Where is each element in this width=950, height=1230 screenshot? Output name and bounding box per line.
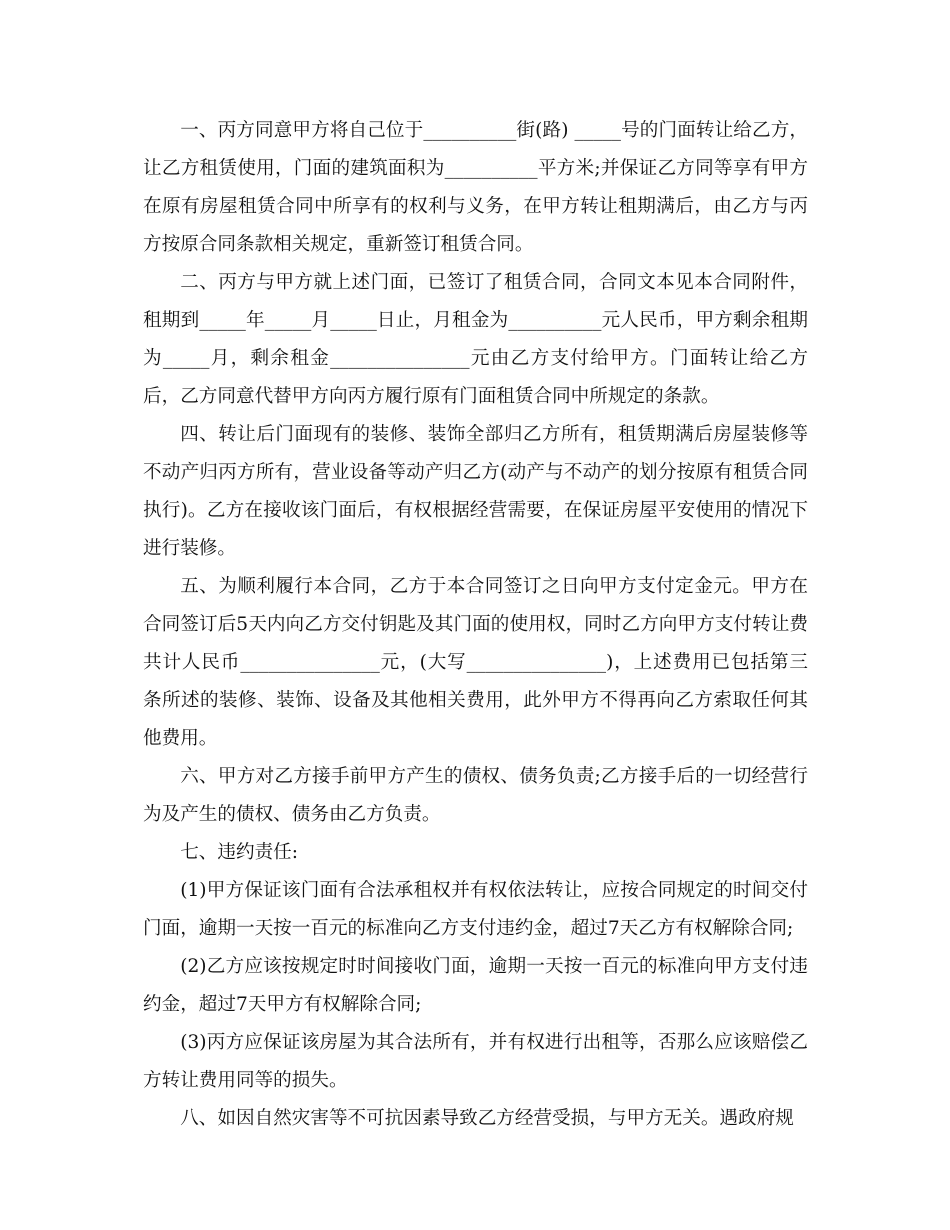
clause-4-paragraph: 四、转让后门面现有的装修、装饰全部归乙方所有，租赁期满后房屋装修等不动产归丙方所有，营业设备等动产归乙方(动产与不动产的划分按原有租赁合同执行)。乙方在接收该门面后，有权根据经营需要，在保证房屋平安使用的情况下进行装修。 [143, 424, 808, 559]
clause-2-paragraph: 二、丙方与甲方就上述门面，已签订了租赁合同，合同文本见本合同附件，租期到_____年_____月_____日止，月租金为__________元人民币，甲方剩余租期为_____月，剩余租金_______________元由乙方支付给甲方。门面转让给乙方后，乙方同意代替甲方向丙方履行原有门面租赁合同中所规定的条款。 [143, 272, 808, 407]
clause-8-paragraph: 八、如因自然灾害等不可抗因素导致乙方经营受损，与甲方无关。遇政府规 [180, 1108, 794, 1129]
clause-7-heading: 七、违约责任: [180, 842, 299, 863]
clause-5-paragraph: 五、为顺利履行本合同，乙方于本合同签订之日向甲方支付定金元。甲方在合同签订后5天内向乙方交付钥匙及其门面的使用权，同时乙方向甲方支付转让费共计人民币_______________元，(大写_______________)，上述费用已包括第三条所述的装修、装饰、设备及其他相关费用，此外甲方不得再向乙方索取任何其他费用。 [143, 576, 808, 749]
clause-1-paragraph: 一、丙方同意甲方将自己位于__________街(路) _____号的门面转让给乙方，让乙方租赁使用，门面的建筑面积为__________平方米;并保证乙方同等享有甲方在原有房屋租赁合同中所享有的权利与义务，在甲方转让租期满后，由乙方与丙方按原合同条款相关规定，重新签订租赁合同。 [143, 120, 808, 255]
clause-6-paragraph: 六、甲方对乙方接手前甲方产生的债权、债务负责;乙方接手后的一切经营行为及产生的债权、债务由乙方负责。 [143, 766, 808, 825]
clause-7-item-3: (3)丙方应保证该房屋为其合法所有，并有权进行出租等，否那么应该赔偿乙方转让费用同等的损失。 [143, 1032, 808, 1091]
clause-7-item-1: (1)甲方保证该门面有合法承租权并有权依法转让，应按合同规定的时间交付门面，逾期一天按一百元的标准向乙方支付违约金，超过7天乙方有权解除合同; [143, 880, 808, 939]
contract-body [143, 112, 808, 1138]
clause-7-item-2: (2)乙方应该按规定时时间接收门面，逾期一天按一百元的标准向甲方支付违约金，超过7天甲方有权解除合同; [143, 956, 808, 1015]
